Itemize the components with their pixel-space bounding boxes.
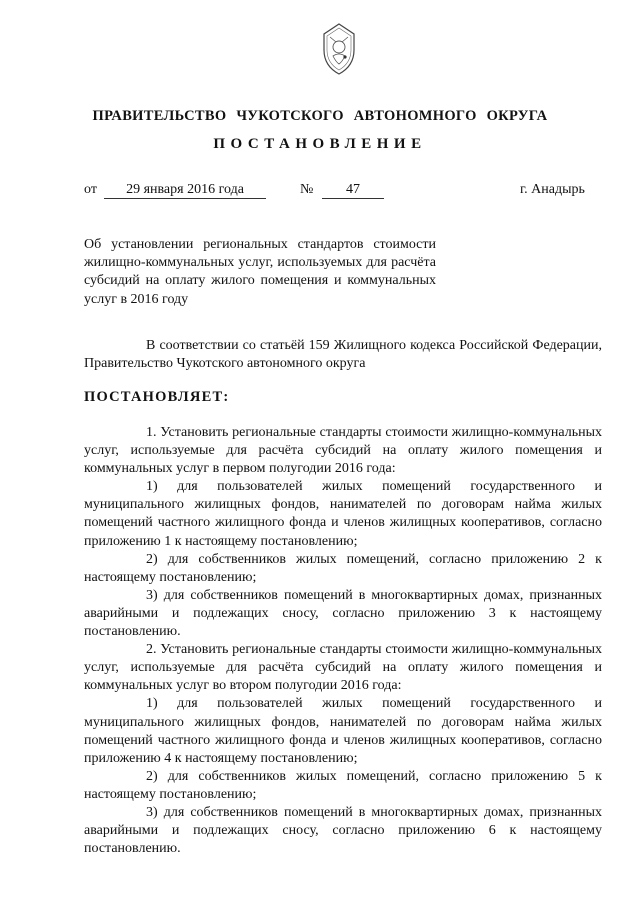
document-number: 47 <box>322 182 384 199</box>
paragraph-2-2: 2) для собственников жилых помещений, согласно приложению 5 к настоящему постановлению; <box>84 768 602 802</box>
date-prefix-label: от <box>84 182 97 197</box>
document-subject: Об установлении региональных стандартов стоимости жилищно-коммунальных услуг, используемых для расчёта субсидий на оплату жилого помещения и коммунальных услуг в 2016 году <box>84 237 436 307</box>
document-type-title: ПОСТАНОВЛЕНИЕ <box>213 136 427 152</box>
paragraph-1-3: 3) для собственников помещений в многоквартирных домах, признанных аварийными и подлежащих сносу, согласно приложению 3 к настоящему постановлению. <box>84 587 602 640</box>
document-date: 29 января 2016 года <box>104 182 266 199</box>
number-label: № <box>300 182 314 197</box>
coat-of-arms-emblem <box>318 20 360 78</box>
paragraph-2: 2. Установить региональные стандарты стоимости жилищно-коммунальных услуг, используемые для расчёта субсидий на оплату жилого помещения и коммунальных услуг во втором полугодии 2016 года: <box>84 642 602 694</box>
government-title: ПРАВИТЕЛЬСТВО ЧУКОТСКОГО АВТОНОМНОГО ОКРУГА <box>92 108 548 124</box>
paragraph-1-1: 1) для пользователей жилых помещений государственного и муниципального жилищных фондов, нанимателей по договорам найма жилых помещений частного жилищного фонда и членов жилищных кооперативов, согласно приложению 1 к настоящему постановлению; <box>84 479 602 549</box>
paragraph-1: 1. Установить региональные стандарты стоимости жилищно-коммунальных услуг, используемые для расчёта субсидий на оплату жилого помещения и коммунальных услуг в первом полугодии 2016 года: <box>84 425 602 477</box>
paragraph-1-2: 2) для собственников жилых помещений, согласно приложению 2 к настоящему постановлению; <box>84 551 602 585</box>
document-city: г. Анадырь <box>520 182 585 197</box>
resolves-heading: ПОСТАНОВЛЯЕТ: <box>84 389 230 405</box>
legal-basis-text: В соответствии со статьёй 159 Жилищного кодекса Российской Федерации, Правительство Чукотского автономного округа <box>84 338 602 372</box>
paragraph-2-3: 3) для собственников помещений в многоквартирных домах, признанных аварийными и подлежащих сносу, согласно приложению 6 к настоящему постановлению. <box>84 804 602 857</box>
paragraph-2-1: 1) для пользователей жилых помещений государственного и муниципального жилищных фондов, нанимателей по договорам найма жилых помещений частного жилищного фонда и членов жилищных кооперативов, согласно приложению 4 к настоящему постановлению; <box>84 696 602 766</box>
document-body <box>84 424 602 858</box>
